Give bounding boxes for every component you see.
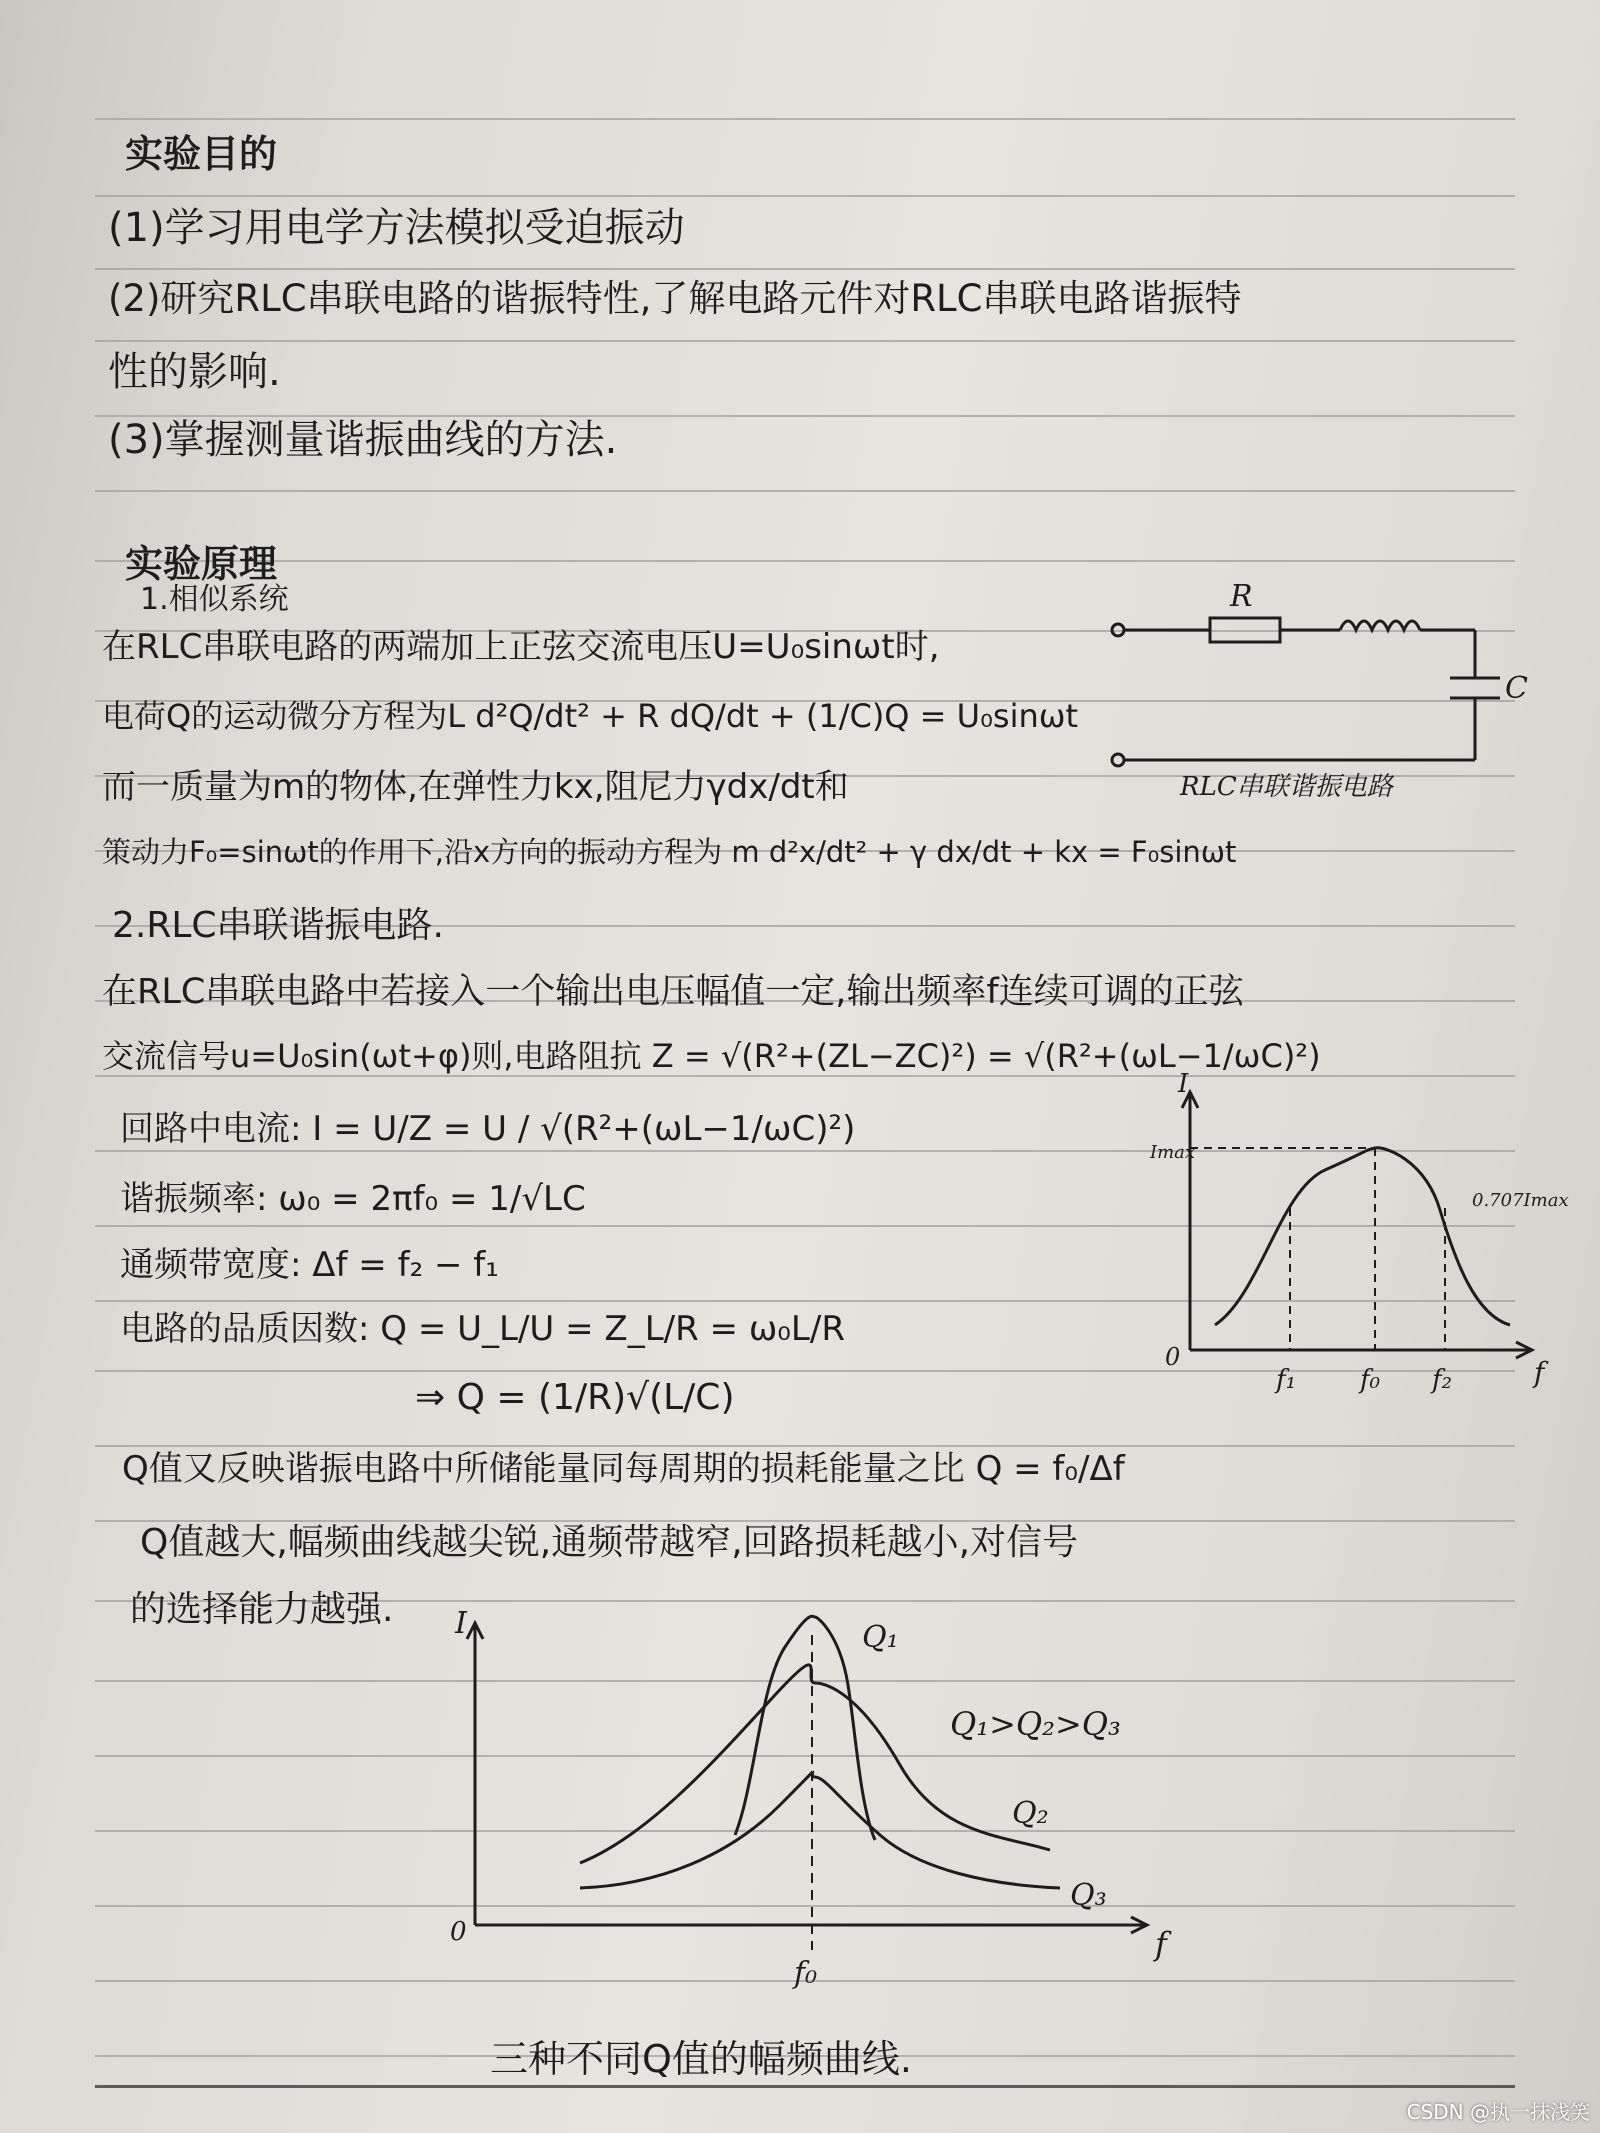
rlc-line-2: 交流信号u=U₀sin(ωt+φ)则,电路阻抗 Z = √(R²+(ZL−ZC)²) = √(R²+(ωL−1/ωC)²) (102, 1037, 1321, 1075)
origin-label: 0 (1165, 1343, 1181, 1371)
subsection-similar-system: 1.相似系统 (140, 582, 289, 617)
quality-factor-derived: ⇒ Q = (1/R)√(L/C) (415, 1377, 735, 1418)
principle-title: 实验原理 (125, 542, 278, 586)
principle-line-3: 而一质量为m的物体,在弹性力kx,阻尼力γdx/dt和 (102, 767, 849, 807)
label-q3: Q₃ (1070, 1878, 1107, 1913)
x-axis-label: f (1534, 1356, 1545, 1389)
aim-title: 实验目的 (125, 132, 278, 176)
figure-caption: 三种不同Q值的幅频曲线. (490, 2037, 912, 2081)
current-formula: 回路中电流: I = U/Z = U / √(R²+(ωL−1/ωC)²) (120, 1109, 856, 1149)
aim-item-3: (3)掌握测量谐振曲线的方法. (108, 417, 618, 463)
q-comparison-chart (430, 1605, 1250, 2025)
label-q2: Q₂ (1012, 1796, 1049, 1831)
resonant-frequency-formula: 谐振频率: ω₀ = 2πf₀ = 1/√LC (120, 1179, 586, 1219)
aim-item-2: (2)研究RLC串联电路的谐振特性,了解电路元件对RLC串联电路谐振特 (108, 277, 1242, 320)
resistor-label: R (1230, 579, 1253, 614)
quality-factor-formula: 电路的品质因数: Q = U_L/U = Z_L/R = ω₀L/R (120, 1309, 845, 1349)
rlc-circuit-diagram (1100, 580, 1540, 810)
curve-q2 (580, 1665, 1050, 1863)
resonance-curve-chart (1150, 1069, 1569, 1420)
resistor-symbol (1210, 618, 1280, 642)
bandwidth-formula: 通频带宽度: Δf = f₂ − f₁ (120, 1245, 499, 1285)
level-label: 0.707Imax (1472, 1190, 1569, 1211)
principle-line-2: 电荷Q的运动微分方程为L d²Q/dt² + R dQ/dt + (1/C)Q = U₀sinωt (102, 697, 1079, 735)
principle-line-4: 策动力F₀=sinωt的作用下,沿x方向的振动方程为 m d²x/dt² + γ dx/dt + kx = F₀sinωt (102, 835, 1237, 869)
circuit-caption: RLC串联谐振电路 (1180, 772, 1393, 802)
y-axis-label: I (455, 1606, 467, 1641)
subsection-rlc-circuit: 2.RLC串联谐振电路. (112, 905, 444, 946)
resonance-curve (1215, 1148, 1510, 1325)
q-relation: Q₁>Q₂>Q₃ (950, 1705, 1121, 1743)
tick-f2: f₂ (1432, 1365, 1453, 1395)
q-meaning-line-3: 的选择能力越强. (130, 1589, 394, 1630)
watermark: CSDN @执一抹浅笑 (1406, 2100, 1590, 2124)
tick-f0: f₀ (794, 1956, 818, 1991)
curve-q1 (735, 1616, 875, 1840)
terminal-top (1112, 624, 1124, 636)
y-axis-label: I (1178, 1069, 1189, 1099)
capacitor-label: C (1505, 671, 1528, 706)
q-meaning-line-2: Q值越大,幅频曲线越尖锐,通频带越窄,回路损耗越小,对信号 (140, 1522, 1079, 1563)
label-q1: Q₁ (862, 1620, 899, 1655)
inductor-symbol (1340, 621, 1420, 630)
aim-item-2-cont: 性的影响. (108, 349, 281, 395)
rlc-line-1: 在RLC串联电路中若接入一个输出电压幅值一定,输出频率f连续可调的正弦 (102, 972, 1244, 1012)
aim-item-1: (1)学习用电学方法模拟受迫振动 (108, 205, 685, 251)
tick-f1: f₁ (1276, 1365, 1297, 1395)
principle-line-1: 在RLC串联电路的两端加上正弦交流电压U=U₀sinωt时, (102, 627, 940, 667)
imax-label: Imax (1150, 1142, 1196, 1163)
terminal-bottom (1112, 754, 1124, 766)
q-meaning-line-1: Q值又反映谐振电路中所储能量同每周期的损耗能量之比 Q = f₀/Δf (122, 1449, 1125, 1489)
x-axis-label: f (1155, 1925, 1167, 1963)
tick-f0: f₀ (1360, 1365, 1381, 1395)
origin-label: 0 (450, 1917, 467, 1947)
curve-q3 (580, 1772, 1060, 1888)
